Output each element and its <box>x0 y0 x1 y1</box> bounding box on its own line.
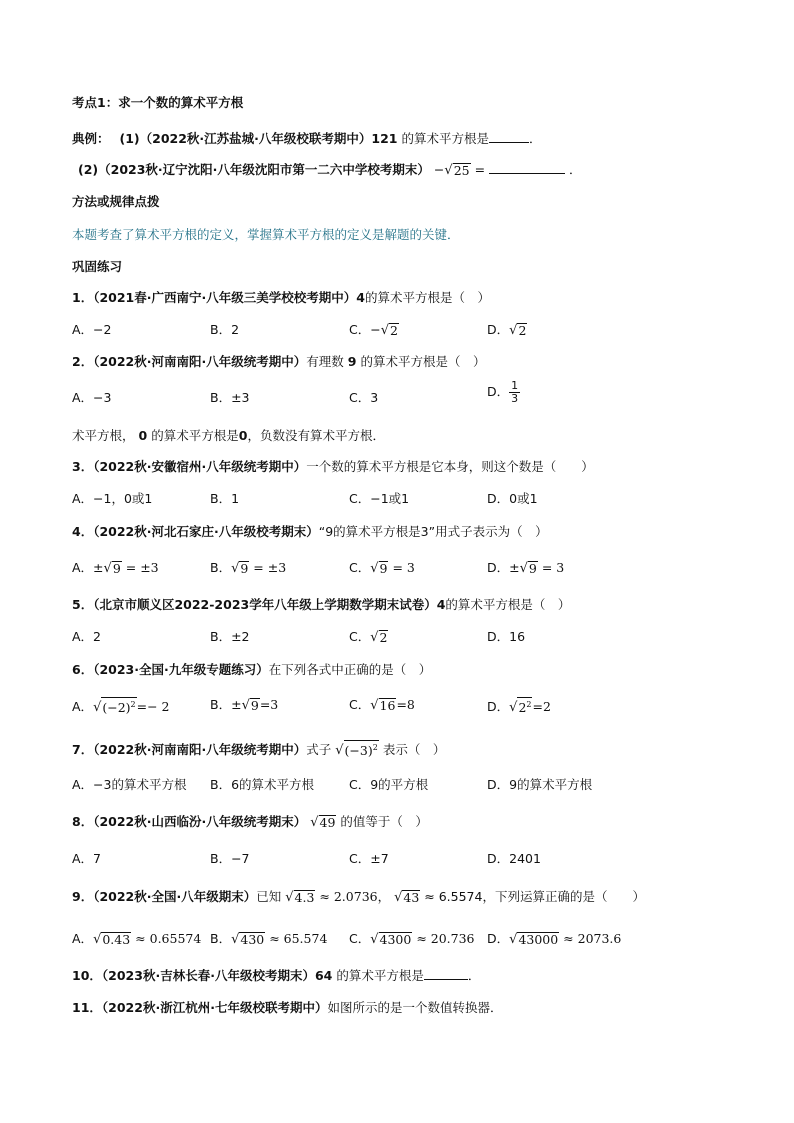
q7-option-d[interactable]: D．9的算术平方根 <box>487 777 593 792</box>
q9-option-d[interactable]: D． √ 43000 ≈ 2073.6 <box>487 931 622 947</box>
question-4: 4．（2022秋·河北石家庄·八年级校考期末）“9的算术平方根是3”用式子表示为（ ） <box>72 524 548 539</box>
q1-option-a[interactable]: A．−2 <box>72 322 112 337</box>
q7-option-b[interactable]: B．6的算术平方根 <box>210 777 315 792</box>
q1-option-d[interactable]: D． √ 2 <box>487 322 527 338</box>
question-3: 3．（2022秋·安徽宿州·八年级统考期中）一个数的算术平方根是它本身，则这个数是（ ） <box>72 459 594 474</box>
method-text: 本题考查了算术平方根的定义，掌握算术平方根的定义是解题的关键． <box>72 227 460 242</box>
q3-option-c[interactable]: C．−1或1 <box>349 491 410 506</box>
answer-blank[interactable] <box>489 162 565 174</box>
question-1: 1．（2021春·广西南宁·八年级三美学校校考期中）4的算术平方根是（ ） <box>72 290 490 305</box>
q8-option-c[interactable]: C．±7 <box>349 851 389 866</box>
q8-option-d[interactable]: D．2401 <box>487 851 541 866</box>
q6-option-d[interactable]: D． √ $2^2$ =2 <box>487 697 551 715</box>
q2-option-a[interactable]: A．−3 <box>72 390 112 405</box>
question-9: 9．（2022秋·全国·八年级期末）已知 √ 4.3 ≈ 2.0736， √ 43 ≈ 6.5574，下列运算正确的是（ ） <box>72 889 645 905</box>
question-8: 8．（2022秋·山西临汾·八年级统考期末） √ 49 的值等于（ ） <box>72 814 428 830</box>
practice-title: 巩固练习 <box>72 259 123 274</box>
section-title: 考点1：求一个数的算术平方根 <box>72 95 244 110</box>
question-7: 7．（2022秋·河南南阳·八年级统考期中）式子 √ $(-3)^2$ 表示（ ） <box>72 740 445 758</box>
q5-option-d[interactable]: D．16 <box>487 629 526 644</box>
fraction: $\frac{1}{3}$ <box>511 379 519 405</box>
q6-option-c[interactable]: C． √ 16 =8 <box>349 697 415 713</box>
q4-option-a[interactable]: A．± √ 9 = ±3 <box>72 560 159 576</box>
q4-option-b[interactable]: B． √ 9 = ±3 <box>210 560 287 576</box>
q6-option-a[interactable]: A． √ $(-2)^2$ =− 2 <box>72 697 170 715</box>
answer-blank[interactable] <box>424 968 468 980</box>
q2-option-d[interactable]: D． $\frac{1}{3}$ <box>487 379 519 405</box>
q4-option-c[interactable]: C． √ 9 = 3 <box>349 560 415 576</box>
q6-option-b[interactable]: B．± √ 9 =3 <box>210 697 279 713</box>
q5-option-b[interactable]: B．±2 <box>210 629 250 644</box>
q2-option-b[interactable]: B．±3 <box>210 390 250 405</box>
method-title: 方法或规律点拨 <box>72 194 160 209</box>
sqrt-expression: √ 25 <box>444 163 470 178</box>
question-6: 6．（2023·全国·九年级专题练习）在下列各式中正确的是（ ） <box>72 662 432 677</box>
question-2: 2．（2022秋·河南南阳·八年级统考期中）有理数 9 的算术平方根是（ ） <box>72 354 486 369</box>
example-part-1: 典例： (1)（2022秋·江苏盐城·八年级校联考期中）121 的算术平方根是 ． <box>72 131 542 146</box>
q1-option-c[interactable]: C．− √ 2 <box>349 322 398 338</box>
q9-option-b[interactable]: B． √ 430 ≈ 65.574 <box>210 931 328 947</box>
q8-option-a[interactable]: A．7 <box>72 851 102 866</box>
note-text: 术平方根， 0 的算术平方根是0，负数没有算术平方根． <box>72 428 385 443</box>
answer-blank[interactable] <box>489 131 529 143</box>
q9-option-c[interactable]: C． √ 4300 ≈ 20.736 <box>349 931 475 947</box>
q9-option-a[interactable]: A． √ 0.43 ≈ 0.65574 <box>72 931 202 947</box>
q4-option-d[interactable]: D．± √ 9 = 3 <box>487 560 565 576</box>
q5-option-a[interactable]: A．2 <box>72 629 102 644</box>
q3-option-b[interactable]: B．1 <box>210 491 240 506</box>
q7-option-a[interactable]: A．−3的算术平方根 <box>72 777 187 792</box>
q1-option-b[interactable]: B．2 <box>210 322 240 337</box>
q3-option-d[interactable]: D．0或1 <box>487 491 538 506</box>
q3-option-a[interactable]: A．−1，0或1 <box>72 491 153 506</box>
question-11: 11．（2022秋·浙江杭州·七年级校联考期中）如图所示的是一个数值转换器． <box>72 1000 503 1015</box>
question-5: 5．（北京市顺义区2022-2023学年八年级上学期数学期末试卷）4的算术平方根是（ ） <box>72 597 571 612</box>
q2-option-c[interactable]: C．3 <box>349 390 379 405</box>
example-label: 典例： <box>72 131 110 146</box>
example-part-2: (2)（2023秋·辽宁沈阳·八年级沈阳市第一二六中学校考期末） − √ 25 = ． <box>78 162 582 178</box>
q7-option-c[interactable]: C．9的平方根 <box>349 777 429 792</box>
q8-option-b[interactable]: B．−7 <box>210 851 250 866</box>
q5-option-c[interactable]: C． √ 2 <box>349 629 388 645</box>
question-10: 10．（2023秋·吉林长春·八年级校考期末）64 的算术平方根是 ． <box>72 968 481 983</box>
